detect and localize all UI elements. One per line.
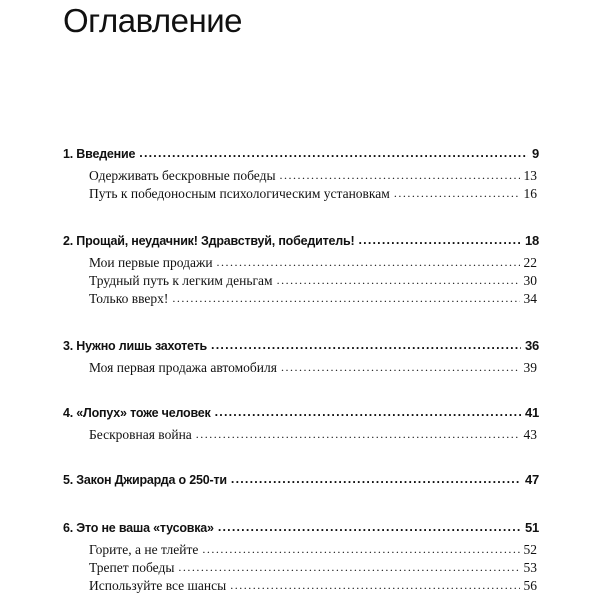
- dot-leader: [277, 273, 520, 288]
- section-title: Трепет победы: [89, 560, 175, 575]
- page-number: 47: [524, 472, 539, 487]
- chapter-title: 6. Это не ваша «тусовка»: [63, 521, 214, 535]
- toc-section[interactable]: [89, 255, 537, 275]
- dot-leader: [280, 168, 520, 183]
- dot-leader: [178, 560, 519, 575]
- section-title: Путь к победоносным психологическим установкам: [89, 186, 390, 201]
- section-title: Используйте все шансы: [89, 578, 227, 593]
- chapter-title: 1. Введение: [63, 147, 136, 161]
- dot-leader: [196, 427, 520, 442]
- dot-leader: [202, 542, 519, 557]
- page-number: 56: [523, 578, 537, 593]
- chapter-title: 2. Прощай, неудачник! Здравствуй, победитель!: [63, 234, 355, 248]
- toc-section[interactable]: [89, 560, 537, 580]
- page-number: 41: [524, 405, 539, 420]
- section-title: Мои первые продажи: [89, 255, 213, 270]
- section-title: Горите, а не тлейте: [89, 542, 199, 557]
- page-number: 16: [523, 186, 537, 201]
- toc-chapter-5[interactable]: [63, 472, 539, 492]
- toc-section[interactable]: [89, 186, 537, 206]
- toc-section[interactable]: [89, 360, 537, 380]
- dot-leader: [217, 255, 520, 270]
- page-number: 51: [524, 520, 539, 535]
- dot-leader: [218, 520, 521, 534]
- dot-leader: [215, 405, 521, 419]
- toc-section[interactable]: [89, 273, 537, 293]
- toc-section[interactable]: [89, 427, 537, 447]
- section-title: Бескровная война: [89, 427, 192, 442]
- dot-leader: [172, 291, 519, 306]
- toc-chapter-2[interactable]: [63, 233, 539, 253]
- page-number: 52: [523, 542, 537, 557]
- toc-section[interactable]: [89, 578, 537, 598]
- dot-leader: [139, 146, 528, 160]
- page-number: 39: [523, 360, 537, 375]
- page-number: 43: [523, 427, 537, 442]
- toc-chapter-3[interactable]: [63, 338, 539, 358]
- page-title: Оглавление: [63, 2, 242, 39]
- chapter-title: 4. «Лопух» тоже человек: [63, 406, 211, 420]
- page-number: 13: [523, 168, 537, 183]
- chapter-title: 3. Нужно лишь захотеть: [63, 339, 208, 353]
- page-number: 22: [523, 255, 537, 270]
- section-title: Моя первая продажа автомобиля: [89, 360, 277, 375]
- page-number: 34: [523, 291, 537, 306]
- page-number: 9: [531, 146, 539, 161]
- toc-section[interactable]: [89, 291, 537, 311]
- toc-section[interactable]: [89, 542, 537, 562]
- dot-leader: [231, 472, 521, 486]
- dot-leader: [281, 360, 520, 375]
- toc-chapter-6[interactable]: [63, 520, 539, 540]
- page-number: 30: [523, 273, 537, 288]
- section-title: Одерживать бескровные победы: [89, 168, 276, 183]
- dot-leader: [211, 338, 521, 352]
- section-title: Только вверх!: [89, 291, 169, 306]
- dot-leader: [230, 578, 519, 593]
- dot-leader: [358, 233, 520, 247]
- dot-leader: [394, 186, 520, 201]
- page-number: 36: [524, 338, 539, 353]
- page-number: 53: [523, 560, 537, 575]
- toc-chapter-4[interactable]: [63, 405, 539, 425]
- section-title: Трудный путь к легким деньгам: [89, 273, 273, 288]
- toc-chapter-1[interactable]: [63, 146, 539, 166]
- chapter-title: 5. Закон Джирарда о 250-ти: [63, 473, 227, 487]
- page-number: 18: [524, 233, 539, 248]
- toc-section[interactable]: [89, 168, 537, 188]
